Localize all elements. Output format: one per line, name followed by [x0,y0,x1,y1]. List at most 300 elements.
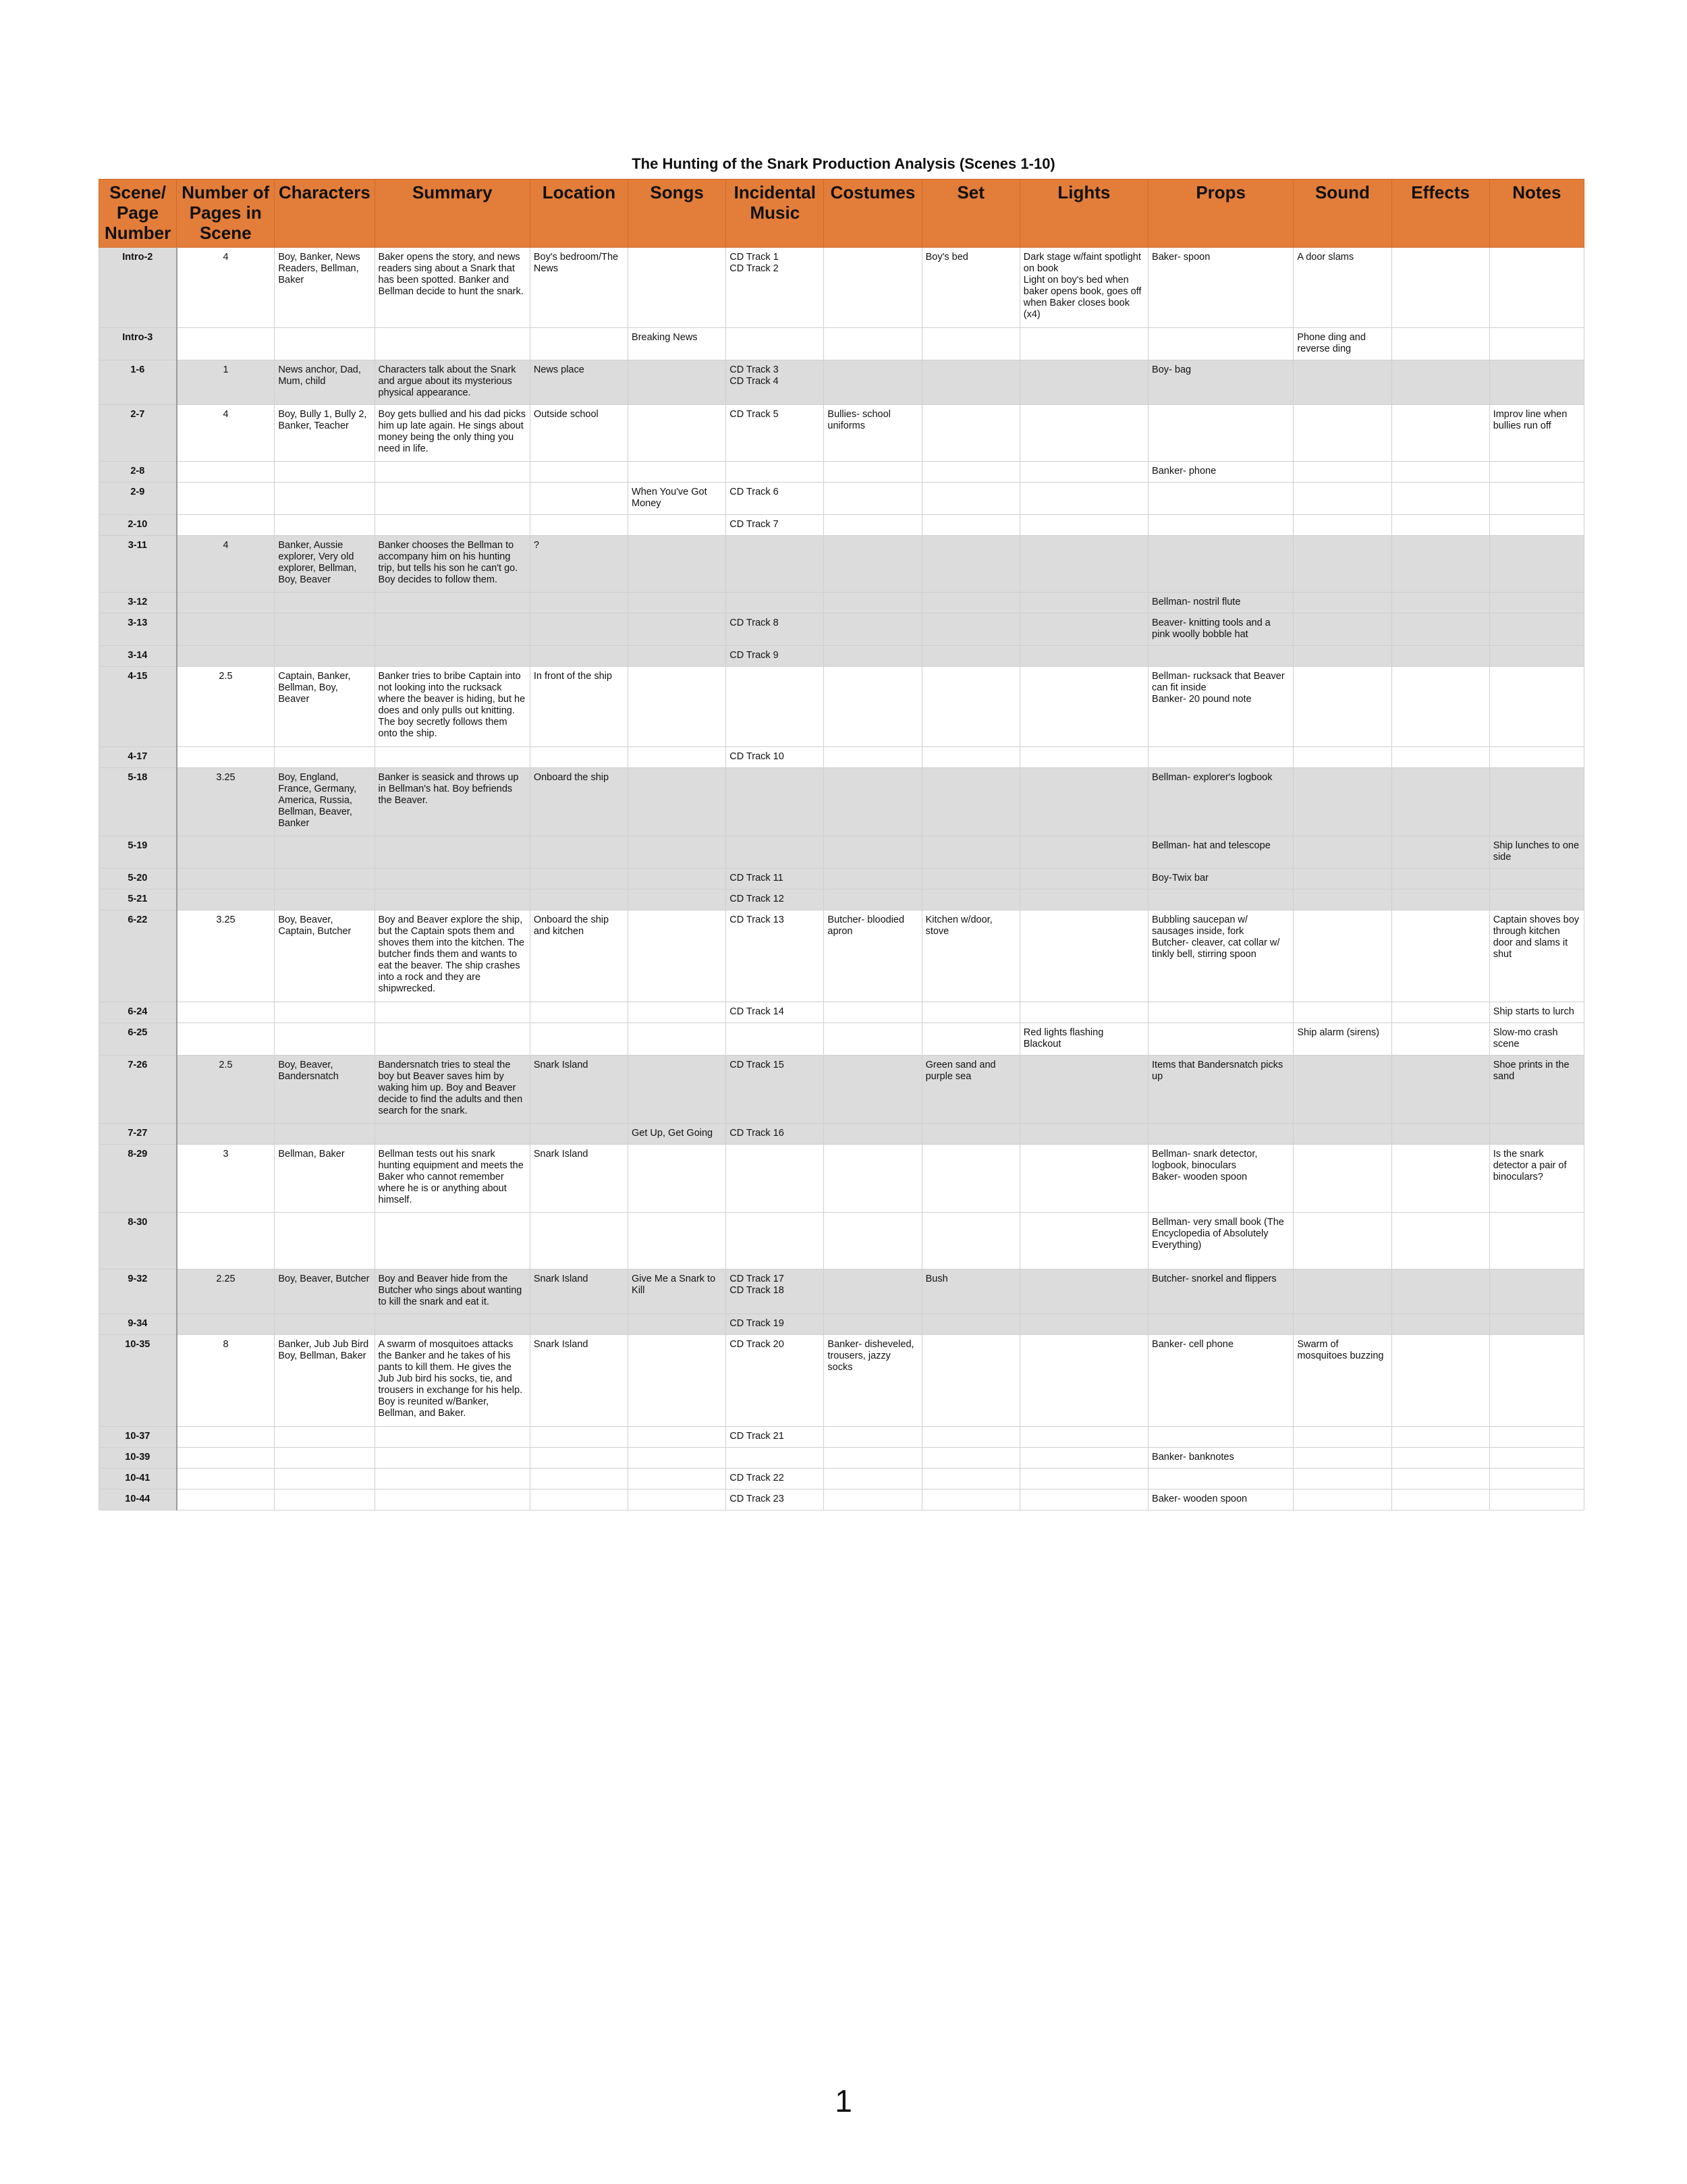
table-row [99,890,1584,910]
cell-notes [1489,1448,1584,1469]
cell-songs: Get Up, Get Going [628,1124,726,1145]
table-row [99,1448,1584,1469]
cell-costumes [824,1023,922,1056]
cell-notes [1489,360,1584,405]
table-row [99,1145,1584,1213]
cell-props [1149,1124,1294,1145]
cell-characters [275,1002,375,1023]
cell-sound [1294,1270,1391,1314]
cell-songs [628,1490,726,1510]
cell-location [530,483,628,515]
cell-set [922,768,1020,836]
cell-lights [1020,890,1148,910]
cell-location [530,515,628,536]
cell-scene: 10-41 [99,1469,177,1490]
cell-lights [1020,1145,1148,1213]
cell-sound [1294,515,1391,536]
column-header-location: Location [530,180,628,248]
cell-pages [177,462,275,483]
cell-location: Snark Island [530,1145,628,1213]
cell-scene: 2-8 [99,462,177,483]
cell-characters: Boy, Beaver, Bandersnatch [275,1056,375,1124]
table-row [99,1427,1584,1448]
table-row [99,1023,1584,1056]
cell-sound [1294,747,1391,768]
cell-costumes [824,593,922,613]
table-row [99,768,1584,836]
cell-summary [375,1490,530,1510]
cell-location: Onboard the ship [530,768,628,836]
cell-sound [1294,667,1391,747]
cell-costumes [824,1469,922,1490]
cell-characters: Boy, Beaver, Captain, Butcher [275,910,375,1002]
cell-costumes [824,890,922,910]
table-row [99,248,1584,328]
cell-notes: Slow-mo crash scene [1489,1023,1584,1056]
cell-music [726,1448,824,1469]
cell-effects [1391,515,1489,536]
table-row [99,613,1584,646]
cell-lights [1020,1213,1148,1270]
cell-location [530,1002,628,1023]
cell-notes [1489,667,1584,747]
cell-costumes [824,1448,922,1469]
cell-pages [177,747,275,768]
cell-characters [275,869,375,890]
cell-summary: Banker chooses the Bellman to accompany him on his hunting trip, but tells his son he can't go. Boy decides to follow them. [375,536,530,593]
cell-set [922,462,1020,483]
cell-summary [375,836,530,869]
cell-scene: Intro-3 [99,328,177,360]
cell-effects [1391,1469,1489,1490]
cell-summary [375,328,530,360]
cell-set [922,1213,1020,1270]
cell-scene: 1-6 [99,360,177,405]
cell-props: Bellman- snark detector, logbook, binoculars Baker- wooden spoon [1149,1145,1294,1213]
cell-lights [1020,1124,1148,1145]
cell-songs [628,536,726,593]
cell-notes [1489,747,1584,768]
cell-effects [1391,910,1489,1002]
table-row [99,405,1584,462]
cell-location: In front of the ship [530,667,628,747]
cell-songs [628,1056,726,1124]
column-header-props: Props [1149,180,1294,248]
cell-costumes [824,1314,922,1335]
cell-scene: 5-19 [99,836,177,869]
cell-songs [628,462,726,483]
cell-sound: Ship alarm (sirens) [1294,1023,1391,1056]
cell-costumes [824,1002,922,1023]
cell-music [726,593,824,613]
cell-set: Bush [922,1270,1020,1314]
table-row [99,483,1584,515]
cell-characters [275,593,375,613]
cell-songs [628,1469,726,1490]
cell-notes [1489,1270,1584,1314]
table-row [99,1314,1584,1335]
cell-props: Baker- spoon [1149,248,1294,328]
table-row [99,1002,1584,1023]
cell-props [1149,1314,1294,1335]
cell-set: Kitchen w/door, stove [922,910,1020,1002]
cell-set [922,360,1020,405]
cell-location [530,646,628,667]
cell-pages: 2.5 [177,667,275,747]
cell-sound [1294,593,1391,613]
cell-effects [1391,836,1489,869]
cell-location: Snark Island [530,1270,628,1314]
cell-songs: Give Me a Snark to Kill [628,1270,726,1314]
cell-notes [1489,248,1584,328]
table-row [99,515,1584,536]
cell-location [530,869,628,890]
cell-costumes [824,462,922,483]
cell-scene: 3-12 [99,593,177,613]
cell-costumes [824,1213,922,1270]
cell-pages [177,1490,275,1510]
cell-lights [1020,536,1148,593]
cell-scene: 5-20 [99,869,177,890]
cell-costumes [824,1145,922,1213]
cell-songs [628,1314,726,1335]
cell-effects [1391,483,1489,515]
cell-songs [628,1213,726,1270]
cell-props [1149,1469,1294,1490]
column-header-set: Set [922,180,1020,248]
cell-costumes [824,248,922,328]
cell-summary [375,1314,530,1335]
cell-location: News place [530,360,628,405]
cell-location [530,836,628,869]
cell-costumes [824,646,922,667]
cell-lights [1020,483,1148,515]
cell-props: Banker- phone [1149,462,1294,483]
table-row [99,1056,1584,1124]
production-analysis-table [99,179,1584,1510]
cell-costumes [824,667,922,747]
cell-scene: 4-17 [99,747,177,768]
cell-summary: Banker tries to bribe Captain into not looking into the rucksack where the beaver is hiding, but he does and only pulls out knitting. The boy secretly follows them onto the ship. [375,667,530,747]
cell-set [922,483,1020,515]
table-row [99,1469,1584,1490]
cell-lights [1020,1469,1148,1490]
cell-props [1149,747,1294,768]
cell-location [530,1124,628,1145]
cell-effects [1391,869,1489,890]
cell-sound [1294,1056,1391,1124]
cell-effects [1391,462,1489,483]
cell-characters [275,747,375,768]
cell-sound [1294,836,1391,869]
cell-characters: Boy, Beaver, Butcher [275,1270,375,1314]
cell-sound [1294,1002,1391,1023]
cell-summary: Banker is seasick and throws up in Bellman's hat. Boy befriends the Beaver. [375,768,530,836]
cell-location: Outside school [530,405,628,462]
cell-scene: 10-35 [99,1335,177,1427]
cell-set [922,328,1020,360]
cell-songs [628,1335,726,1427]
table-row [99,1335,1584,1427]
cell-lights [1020,328,1148,360]
cell-notes [1489,1490,1584,1510]
cell-characters [275,890,375,910]
cell-costumes [824,483,922,515]
cell-costumes: Bullies- school uniforms [824,405,922,462]
column-header-notes: Notes [1489,180,1584,248]
table-row [99,869,1584,890]
cell-characters [275,515,375,536]
cell-summary: Boy and Beaver explore the ship, but the Captain spots them and shoves them into the kitchen. The butcher finds them and wants to eat the beaver. The ship crashes into a rock and they are shipwrecked. [375,910,530,1002]
cell-pages [177,1002,275,1023]
cell-set: Boy's bed [922,248,1020,328]
cell-lights [1020,515,1148,536]
cell-scene: 2-7 [99,405,177,462]
cell-props: Beaver- knitting tools and a pink woolly bobble hat [1149,613,1294,646]
cell-location [530,462,628,483]
cell-costumes [824,1056,922,1124]
cell-set [922,890,1020,910]
table-row [99,910,1584,1002]
cell-summary [375,1448,530,1469]
cell-summary [375,890,530,910]
cell-pages [177,869,275,890]
column-header-incidental-music: Incidental Music [726,180,824,248]
table-row [99,360,1584,405]
cell-location [530,1023,628,1056]
cell-set [922,836,1020,869]
cell-notes: Shoe prints in the sand [1489,1056,1584,1124]
cell-effects [1391,1314,1489,1335]
cell-summary: Bellman tests out his snark hunting equipment and meets the Baker who cannot remember where he is or anything about himself. [375,1145,530,1213]
cell-summary [375,1469,530,1490]
cell-costumes [824,1124,922,1145]
table-row [99,1124,1584,1145]
cell-effects [1391,1124,1489,1145]
table-body [99,248,1584,1510]
cell-set [922,1314,1020,1335]
cell-set [922,646,1020,667]
cell-scene: 5-21 [99,890,177,910]
cell-pages [177,1023,275,1056]
cell-music: CD Track 13 [726,910,824,1002]
cell-props [1149,536,1294,593]
cell-location [530,1427,628,1448]
cell-songs [628,1023,726,1056]
cell-lights [1020,1448,1148,1469]
cell-characters [275,328,375,360]
cell-summary: Characters talk about the Snark and argue about its mysterious physical appearance. [375,360,530,405]
cell-characters [275,1490,375,1510]
cell-summary [375,869,530,890]
cell-scene: 2-10 [99,515,177,536]
cell-effects [1391,405,1489,462]
cell-set [922,1335,1020,1427]
cell-costumes [824,328,922,360]
table-row [99,328,1584,360]
cell-songs [628,405,726,462]
cell-notes [1489,536,1584,593]
cell-songs [628,613,726,646]
cell-notes [1489,768,1584,836]
cell-music [726,328,824,360]
cell-effects [1391,1427,1489,1448]
cell-characters: News anchor, Dad, Mum, child [275,360,375,405]
cell-scene: 10-37 [99,1427,177,1448]
cell-props: Banker- banknotes [1149,1448,1294,1469]
cell-effects [1391,1270,1489,1314]
cell-lights [1020,1314,1148,1335]
cell-characters: Boy, England, France, Germany, America, Russia, Bellman, Beaver, Banker [275,768,375,836]
cell-music: CD Track 14 [726,1002,824,1023]
cell-summary [375,462,530,483]
cell-sound [1294,1314,1391,1335]
cell-songs [628,646,726,667]
cell-music: CD Track 6 [726,483,824,515]
cell-set [922,747,1020,768]
cell-music [726,462,824,483]
cell-scene: 9-34 [99,1314,177,1335]
cell-props: Items that Bandersnatch picks up [1149,1056,1294,1124]
cell-effects [1391,1213,1489,1270]
cell-effects [1391,646,1489,667]
cell-music: CD Track 20 [726,1335,824,1427]
cell-songs [628,1145,726,1213]
cell-costumes [824,613,922,646]
cell-music: CD Track 7 [726,515,824,536]
cell-pages [177,1213,275,1270]
cell-pages: 2.5 [177,1056,275,1124]
cell-location [530,890,628,910]
cell-music: CD Track 15 [726,1056,824,1124]
cell-costumes [824,536,922,593]
cell-notes [1489,328,1584,360]
cell-scene: 7-26 [99,1056,177,1124]
cell-props: Bellman- nostril flute [1149,593,1294,613]
cell-sound [1294,1469,1391,1490]
cell-summary [375,515,530,536]
cell-effects [1391,1448,1489,1469]
table-row [99,536,1584,593]
cell-set [922,405,1020,462]
table-row [99,1490,1584,1510]
cell-pages [177,1124,275,1145]
cell-music: CD Track 17 CD Track 18 [726,1270,824,1314]
cell-summary: A swarm of mosquitoes attacks the Banker and he takes of his pants to kill them. He gives the Jub Jub bird his socks, tie, and trousers in exchange for his help. Boy is reunited w/Banker, Bellman, and Baker. [375,1335,530,1427]
cell-props [1149,515,1294,536]
cell-music [726,667,824,747]
cell-props [1149,646,1294,667]
table-row [99,646,1584,667]
cell-characters [275,1448,375,1469]
cell-notes [1489,613,1584,646]
cell-music [726,1213,824,1270]
cell-scene: 6-25 [99,1023,177,1056]
cell-pages [177,328,275,360]
cell-songs [628,890,726,910]
table-row [99,462,1584,483]
cell-pages [177,593,275,613]
cell-music: CD Track 9 [726,646,824,667]
cell-sound [1294,613,1391,646]
cell-songs [628,747,726,768]
cell-sound [1294,646,1391,667]
cell-lights [1020,646,1148,667]
cell-location [530,1448,628,1469]
cell-lights [1020,360,1148,405]
cell-set [922,593,1020,613]
cell-lights [1020,1427,1148,1448]
cell-lights [1020,613,1148,646]
cell-costumes [824,768,922,836]
cell-summary: Bandersnatch tries to steal the boy but Beaver saves him by waking him up. Boy and Beaver decide to find the adults and then search for the snark. [375,1056,530,1124]
cell-sound [1294,1427,1391,1448]
cell-sound [1294,360,1391,405]
cell-pages [177,646,275,667]
cell-songs [628,593,726,613]
cell-pages [177,613,275,646]
cell-sound [1294,1145,1391,1213]
cell-scene: 8-29 [99,1145,177,1213]
cell-costumes [824,869,922,890]
cell-costumes: Banker- disheveled, trousers, jazzy socks [824,1335,922,1427]
cell-props [1149,483,1294,515]
cell-notes [1489,1469,1584,1490]
cell-summary [375,1002,530,1023]
cell-characters: Banker, Jub Jub Bird Boy, Bellman, Baker [275,1335,375,1427]
cell-set [922,1469,1020,1490]
cell-notes [1489,1427,1584,1448]
cell-props [1149,405,1294,462]
cell-effects [1391,747,1489,768]
cell-sound [1294,462,1391,483]
cell-characters: Boy, Banker, News Readers, Bellman, Baker [275,248,375,328]
cell-music [726,1145,824,1213]
cell-notes [1489,515,1584,536]
cell-notes [1489,890,1584,910]
cell-characters: Boy, Bully 1, Bully 2, Banker, Teacher [275,405,375,462]
cell-location [530,593,628,613]
cell-effects [1391,1056,1489,1124]
cell-scene: 5-18 [99,768,177,836]
cell-lights: Dark stage w/faint spotlight on book Light on boy's bed when baker opens book, goes off when Baker closes book (x4) [1020,248,1148,328]
cell-props [1149,1023,1294,1056]
cell-music: CD Track 10 [726,747,824,768]
cell-scene: 3-13 [99,613,177,646]
cell-pages [177,1448,275,1469]
cell-pages: 3.25 [177,768,275,836]
cell-effects [1391,1145,1489,1213]
cell-music: CD Track 12 [726,890,824,910]
cell-songs [628,910,726,1002]
cell-sound [1294,1448,1391,1469]
cell-summary [375,1023,530,1056]
cell-costumes [824,1427,922,1448]
cell-location: Boy's bedroom/The News [530,248,628,328]
cell-notes [1489,1124,1584,1145]
cell-notes: Is the snark detector a pair of binoculars? [1489,1145,1584,1213]
cell-location [530,613,628,646]
cell-songs [628,515,726,536]
cell-costumes [824,747,922,768]
table-row [99,593,1584,613]
cell-set [922,536,1020,593]
cell-lights [1020,836,1148,869]
cell-location: Snark Island [530,1335,628,1427]
cell-set [922,1448,1020,1469]
cell-songs: Breaking News [628,328,726,360]
cell-effects [1391,1335,1489,1427]
